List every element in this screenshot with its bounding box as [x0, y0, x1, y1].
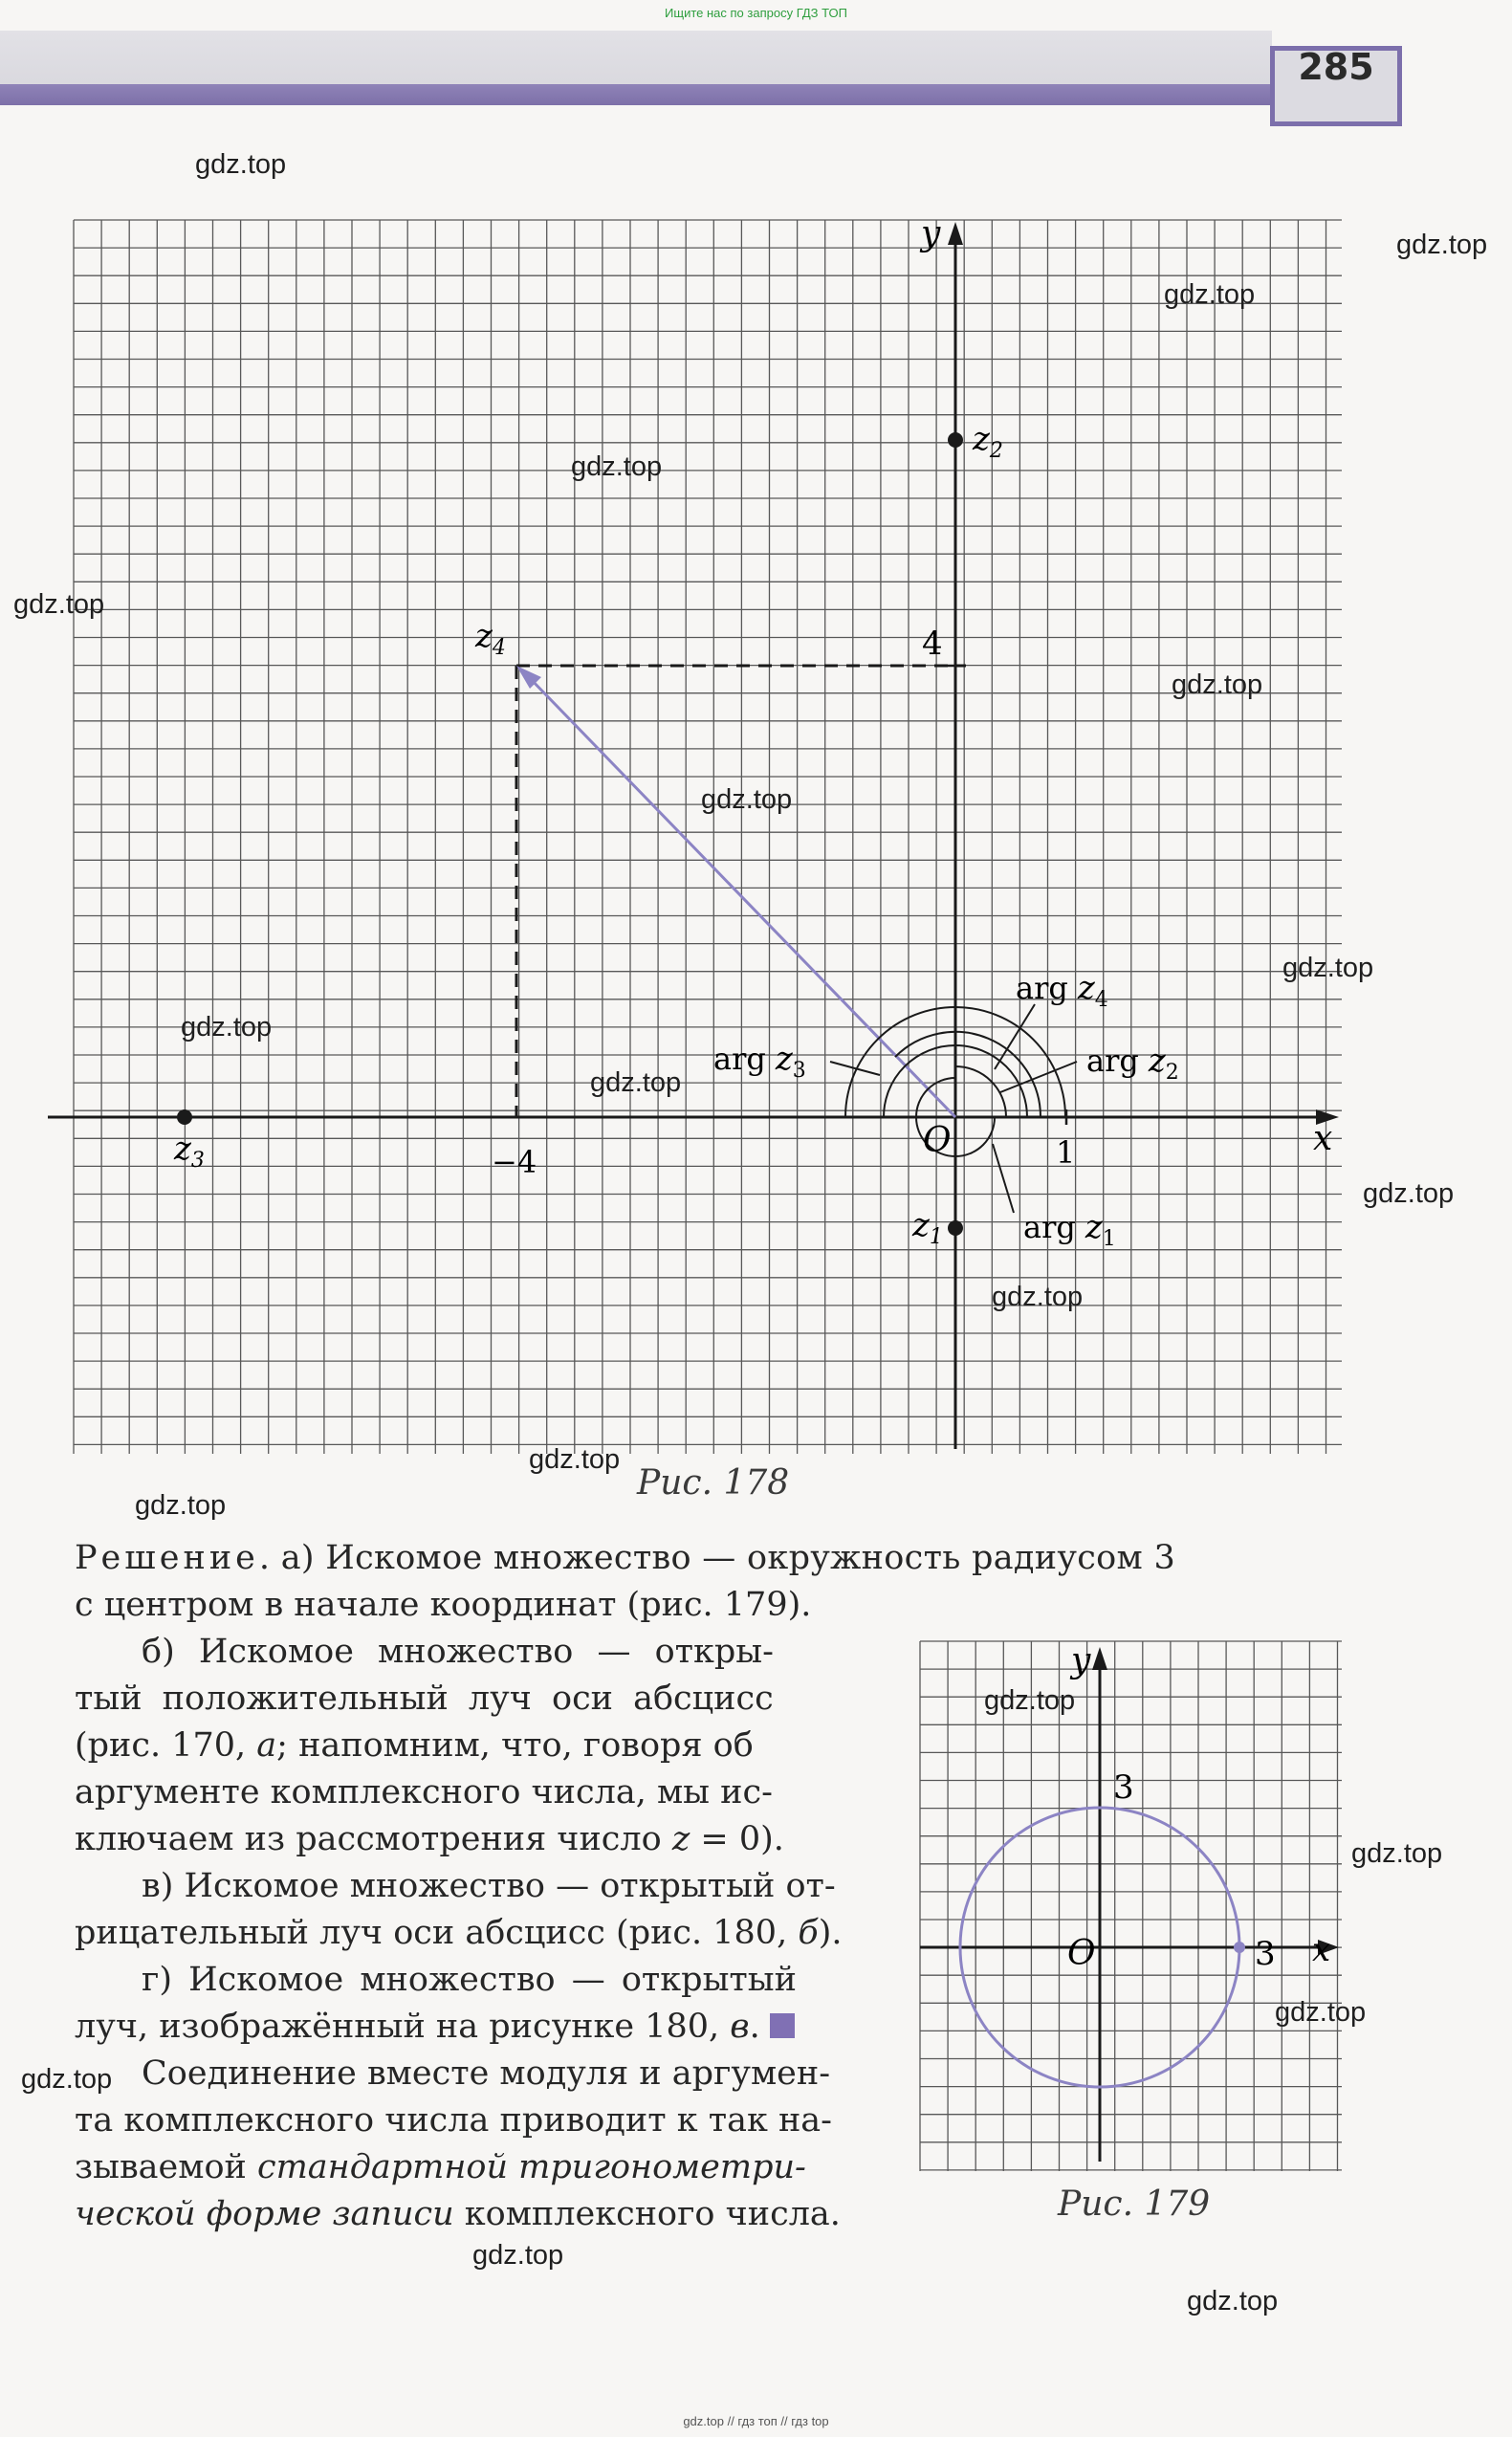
label-z2: $z_2$ [973, 420, 1003, 463]
point-three [1234, 1942, 1245, 1953]
label-arg-z3: arg $z_3$ [713, 1040, 806, 1083]
text-line-15: ческой форме записи комплексного числа. [75, 2195, 841, 2233]
label-z3: $z_3$ [174, 1130, 205, 1173]
label-origin: O [923, 1121, 952, 1160]
text-line-3: б) Искомое множество — откры- [142, 1633, 774, 1671]
page-number: 285 [1298, 46, 1374, 88]
end-of-solution-marker [770, 2013, 795, 2038]
grid-179 [920, 1641, 1342, 2171]
label-z1: $z_1$ [912, 1206, 943, 1249]
label-three-y: 3 [1113, 1768, 1134, 1807]
watermark-13: gdz.top [529, 1444, 621, 1475]
watermark-11: gdz.top [1363, 1178, 1455, 1209]
label-origin-179: O [1067, 1934, 1096, 1973]
watermark-16: gdz.top [1351, 1838, 1443, 1869]
top-note: Ищите нас по запросу ГДЗ ТОП [665, 6, 847, 20]
label-y: y [921, 214, 941, 253]
label-x-179: x [1312, 1931, 1331, 1969]
label-y-179: y [1071, 1641, 1091, 1680]
label-four: 4 [922, 625, 943, 663]
text-line-10: г) Искомое множество — открытый [142, 1961, 797, 1999]
watermark-8: gdz.top [1282, 953, 1374, 983]
watermark-9: gdz.top [181, 1012, 273, 1043]
watermark-5: gdz.top [13, 589, 105, 620]
watermark-15: gdz.top [984, 1685, 1076, 1716]
text-line-6: аргументе комплексного числа, мы ис- [75, 1773, 773, 1811]
watermark-10: gdz.top [590, 1067, 682, 1098]
watermark-20: gdz.top [1187, 2286, 1279, 2316]
text-line-11: луч, изображённый на рисунке 180, в. [75, 2004, 795, 2050]
watermark-19: gdz.top [472, 2240, 564, 2271]
watermark-1: gdz.top [195, 149, 287, 180]
text-line-14: зываемой стандартной тригонометри- [75, 2148, 806, 2186]
bottom-note: gdz.top // гдз топ // гдз top [683, 2414, 829, 2428]
text-line-9: рицательный луч оси абсцисс (рис. 180, б). [75, 1914, 843, 1952]
y-axis-179-arrow [1092, 1647, 1107, 1670]
watermark-4: gdz.top [571, 451, 663, 482]
text-line-8: в) Искомое множество — открытый от- [142, 1867, 836, 1905]
watermark-7: gdz.top [701, 784, 793, 815]
text-line-1: Решение. а) Искомое множество — окружность радиусом 3 [75, 1539, 1176, 1577]
label-z4: $z_4$ [475, 617, 506, 660]
label-three-x: 3 [1255, 1935, 1276, 1973]
text-line-5: (рис. 170, а; напомним, что, говоря об [75, 1726, 754, 1765]
watermark-6: gdz.top [1172, 670, 1263, 700]
text-line-2: с центром в начале координат (рис. 179). [75, 1586, 812, 1624]
text-line-7: ключаем из рассмотрения число z = 0). [75, 1820, 784, 1858]
watermark-18: gdz.top [21, 2064, 113, 2095]
caption-fig-179: Рис. 179 [1058, 2185, 1211, 2224]
label-x: x [1313, 1119, 1333, 1158]
watermark-2: gdz.top [1396, 230, 1488, 260]
text-line-12: Соединение вместе модуля и аргумен- [142, 2054, 831, 2093]
watermark-14: gdz.top [135, 1490, 227, 1521]
label-arg-z1: arg $z_1$ [1023, 1208, 1116, 1251]
caption-fig-178: Рис. 178 [637, 1463, 790, 1503]
label-one: 1 [1056, 1134, 1076, 1171]
watermark-17: gdz.top [1275, 1997, 1367, 2028]
watermark-12: gdz.top [992, 1282, 1084, 1312]
label-minus-four: −4 [492, 1144, 537, 1180]
label-arg-z2: arg $z_2$ [1086, 1042, 1179, 1085]
label-arg-z4: arg $z_4$ [1016, 969, 1108, 1012]
text-line-13: та комплексного числа приводит к так на- [75, 2101, 832, 2140]
watermark-3: gdz.top [1164, 279, 1256, 310]
text-line-4: тый положительный луч оси абсцисс [75, 1680, 774, 1718]
